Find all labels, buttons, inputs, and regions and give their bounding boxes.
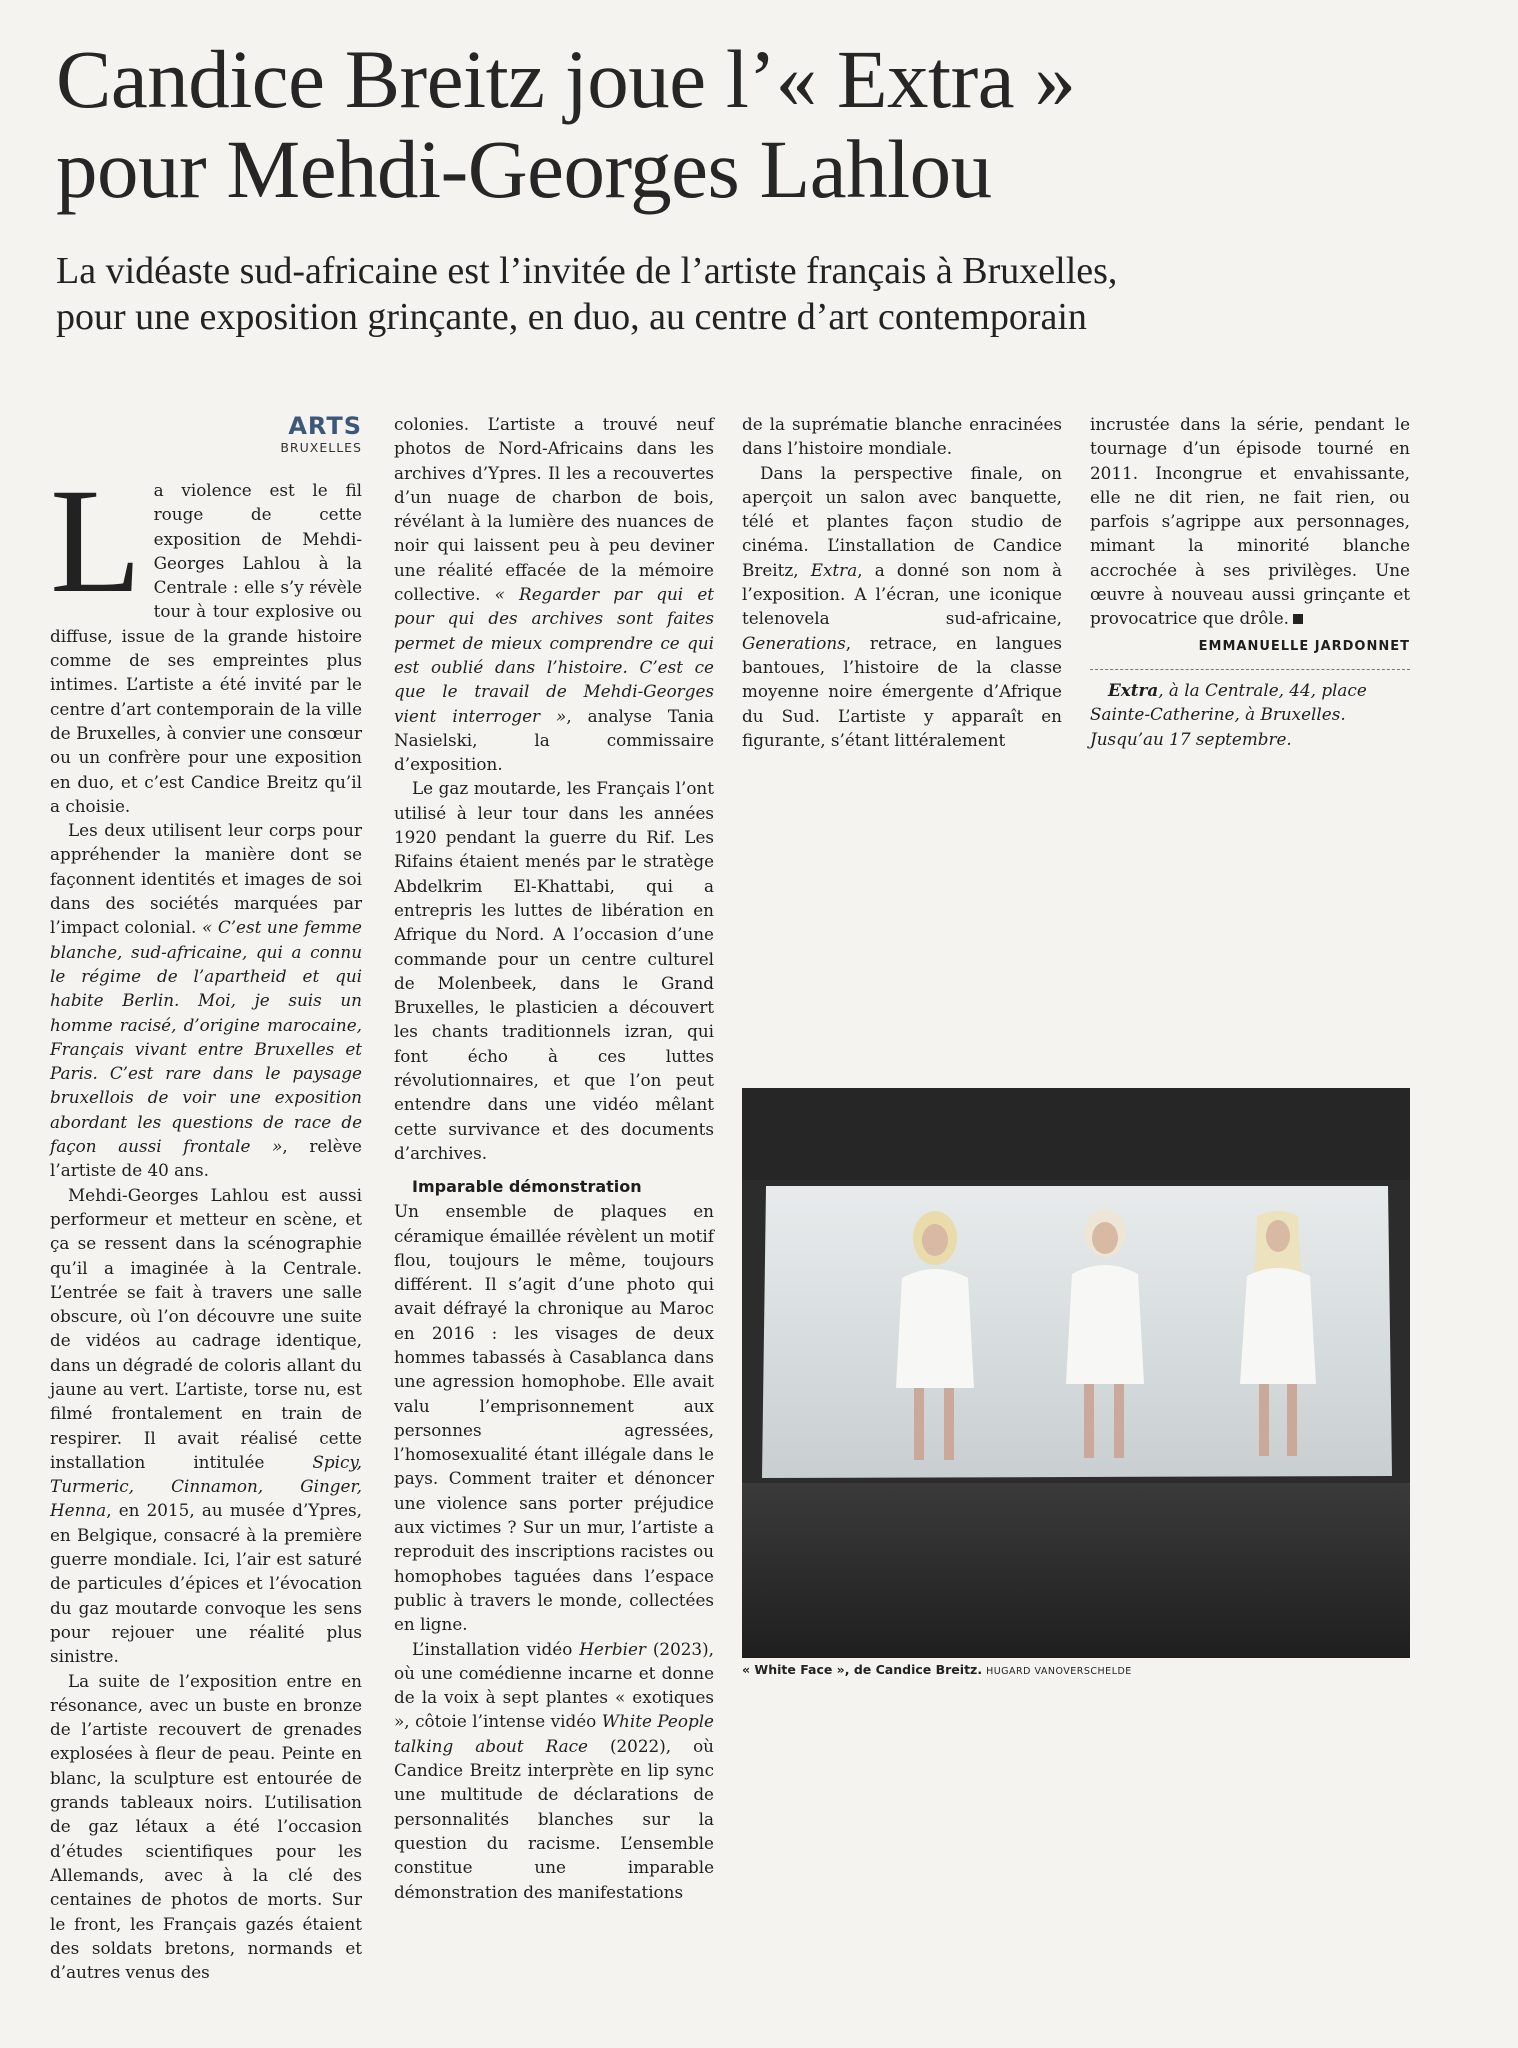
paragraph: Mehdi-Georges Lahlou est aussi performeur et metteur en scène, et ça se ressent dans la scénographie qu’il a imaginée à la Centrale. L’entrée se fait à travers une salle obscure, où l’on découvre une suite de vidéos au cadrage identique, dans un dégradé de coloris allant du jaune au vert. L’artiste, torse nu, est filmé frontalement en train de respirer. Il avait réalisé cette installation intitulée Spicy, Turmeric, Cinnamon, Ginger, Henna, en 2015, au musée d’Ypres, en Belgique, consacré à la première guerre mondiale. Ici, l’air est saturé de particules d’épices et l’évocation du gaz moutarde convoque les sens pour rejouer une réalité plus sinistre. — [50, 1184, 362, 1667]
photo-credit: HUGARD VANOVERSCHELDE — [986, 1666, 1132, 1677]
byline: EMMANUELLE JARDONNET — [1198, 638, 1410, 654]
work-title: Herbier — [579, 1638, 646, 1659]
paragraph: Le gaz moutarde, les Français l’ont utilisé à leur tour dans les années 1920 pendant la guerre du Rif. Les Rifains étaient menés par le stratège Abdelkrim El-Khattabi, qui a entrepris les luttes de libération en Afrique du Nord. A l’occasion d’une commande pour un centre culturel de Molenbeek, dans le Grand Bruxelles, le plasticien a découvert les chants traditionnels izran, qui font écho à ces luttes révolutionnaires, et que l’on peut entendre dans une vidéo mêlant cette survivance et des documents d’archives. — [394, 778, 714, 1163]
exhibition-info: Extra, à la Centrale, 44, place Sainte-Catherine, à Bruxelles. Jusqu’au 17 septembre. — [1090, 679, 1367, 749]
paragraph: de la suprématie blanche enracinées dans l’histoire mondiale. — [742, 414, 1062, 459]
headline — [56, 34, 1486, 214]
paragraph: La suite de l’exposition entre en résonance, avec un buste en bronze de l’artiste recouvert de grenades explosées à fleur de peau. Peinte en blanc, la sculpture est entourée de grands tableaux noirs. L’utilisation de gaz létaux a été l’occasion d’études scientifiques pour les Allemands, avec à la clé des centaines de photos de morts. Sur le front, les Français gazés étaient des soldats bretons, normands et d’autres venus des — [50, 1670, 362, 1983]
work-title: White People talking about Race — [394, 1711, 714, 1756]
subheadline-line-1: La vidéaste sud-africaine est l’invitée de l’artiste français à Bruxelles, — [56, 250, 1118, 292]
article-column-1 — [50, 412, 362, 1984]
work-title: Generations — [742, 632, 846, 653]
photo-illustration — [742, 1088, 1410, 1658]
photo-caption — [742, 1662, 1410, 1680]
divider — [1090, 669, 1410, 670]
headline-line-2: pour Mehdi-Georges Lahlou — [56, 123, 992, 215]
rubric — [50, 412, 362, 456]
exhibition-title: Extra — [1108, 679, 1159, 700]
paragraph: Dans la perspective finale, on aperçoit un salon avec banquette, télé et plantes façon studio de cinéma. L’installation de Candice Breitz, Extra, a donné son nom à l’exposition. A l’écran, une iconique telenovela sud-africaine, Generations, retrace, en langues bantoues, l’histoire de la classe moyenne noire émergente d’Afrique du Sud. L’artiste y apparaît en figurante, s’étant littéralement — [742, 462, 1062, 750]
paragraph: incrustée dans la série, pendant le tournage d’un épisode tourné en 2011. Incongrue et envahissante, elle ne dit rien, ne fait rien, ou parfois s’agrippe aux personnages, mimant la minorité blanche accrochée à ses privilèges. Une œuvre à nouveau aussi grinçante et provocatrice que drôle. — [1090, 414, 1410, 629]
subheadline-line-2: pour une exposition grinçante, en duo, au centre d’art contemporain — [56, 296, 1087, 338]
article-column-2 — [394, 412, 714, 1904]
article-column-3 — [742, 412, 1062, 752]
caption-text: « White Face », de Candice Breitz. — [742, 1662, 983, 1677]
exhibition-photo — [742, 1088, 1410, 1658]
rubric-section: ARTS — [288, 412, 362, 440]
paragraph: L’installation vidéo Herbier (2023), où une comédienne incarne et donne de la voix à sept plantes « exotiques », côtoie l’intense vidéo White People talking about Race (2022), où Candice Breitz interprète en lip sync une multitude de déclarations de personnalités blanches sur la question du racisme. L’ensemble constitue une imparable démonstration des manifestations — [394, 1638, 714, 1902]
headline-line-1: Candice Breitz joue l’« Extra » — [56, 33, 1076, 125]
rubric-place: BRUXELLES — [280, 440, 362, 455]
work-title: Extra — [810, 559, 858, 580]
end-mark-icon — [1293, 614, 1303, 624]
quote: « C’est une femme blanche, sud-africaine, qui a connu le régime de l’apartheid et qui habite Berlin. Moi, je suis un homme racisé, d’origine marocaine, Français vivant entre Bruxelles et Paris. C’est rare dans le paysage bruxellois de voir une exposition abordant les questions de race de façon aussi frontale » — [50, 917, 362, 1157]
work-title: Spicy, Turmeric, Cinnamon, Ginger, Henna — [50, 1451, 362, 1521]
paragraph: Un ensemble de plaques en céramique émaillée révèlent un motif flou, toujours le même, toujours différent. Il s’agit d’une photo qui avait défrayé la chronique au Maroc en 2016 : les visages de deux hommes tabassés à Casablanca dans une agression homophobe. Elle avait valu l’emprisonnement aux personnes agressées, l’homosexualité étant illégale dans le pays. Comment traiter et dénoncer une violence sans porter préjudice aux victimes ? Sur un mur, l’artiste a reproduit des inscriptions racistes ou homophobes taguées dans l’espace public à travers le monde, collectées en ligne. — [394, 1201, 714, 1635]
paragraph: Les deux utilisent leur corps pour appréhender la manière dont se façonnent identités et images de soi dans des sociétés marquées par l’impact colonial. « C’est une femme blanche, sud-africaine, qui a connu le régime de l’apartheid et qui habite Berlin. Moi, je suis un homme racisé, d’origine marocaine, Français vivant entre Bruxelles et Paris. C’est rare dans le paysage bruxellois de voir une exposition abordant les questions de race de façon aussi frontale », relève l’artiste de 40 ans. — [50, 820, 362, 1181]
quote: « Regarder par qui et pour qui des archives sont faites permet de mieux comprendre ce qui est oublié dans l’histoire. C’est ce que le travail de Mehdi-Georges vient interroger » — [394, 584, 714, 726]
article-column-4 — [1090, 412, 1410, 751]
subheadline — [56, 248, 1486, 340]
paragraph: colonies. L’artiste a trouvé neuf photos de Nord-Africains dans les archives d’Ypres. Il les a recouvertes d’un nuage de charbon de bois, révélant à la lumière des nuances de noir qui laissent peu à peu deviner une réalité effacée de la mémoire collective. « Regarder par qui et pour qui des archives sont faites permet de mieux comprendre ce qui est oublié dans l’histoire. C’est ce que le travail de Mehdi-Georges vient interroger », analyse Tania Nasielski, la commissaire d’exposition. — [394, 414, 714, 775]
drop-cap: L — [50, 458, 142, 624]
crosshead: Imparable démonstration — [412, 1177, 642, 1197]
paragraph: La violence est le fil rouge de cette exposition de Mehdi-Georges Lahlou à la Centrale : elle s’y révèle tour à tour explosive ou diffuse, issue de la grande histoire comme de ses empreintes plus intimes. L’artiste a été invité par le centre d’art contemporain de la ville de Bruxelles, à convier une consœur ou un confrère pour une exposition en duo, et c’est Candice Breitz qu’il a choisie. — [50, 458, 362, 816]
